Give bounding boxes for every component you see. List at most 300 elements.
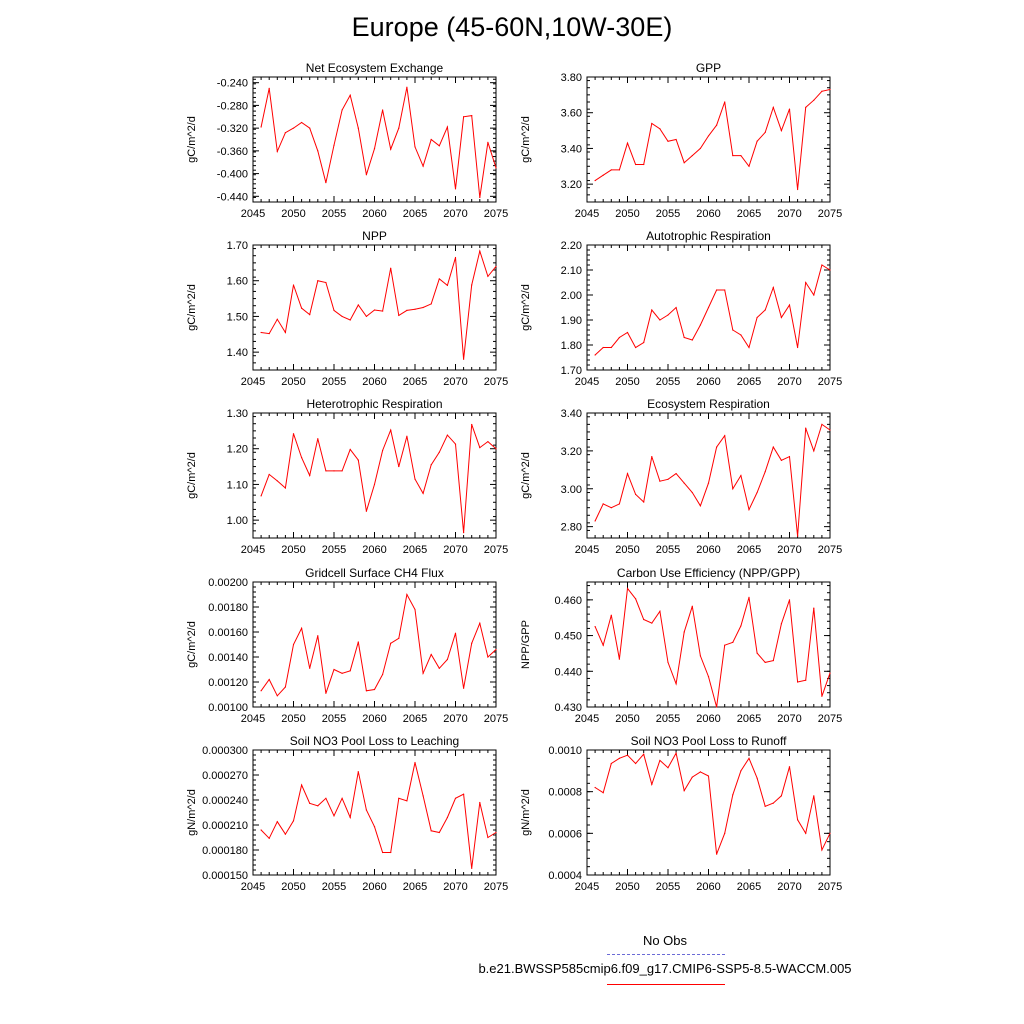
panel-title: Soil NO3 Pool Loss to Runoff [630,734,787,748]
x-tick-label: 2050 [281,544,306,556]
chart-panel [520,229,842,388]
data-point [423,795,424,796]
data-point [757,652,758,653]
data-point [765,132,766,133]
data-point [406,436,407,437]
data-point [269,838,270,839]
x-tick-label: 2075 [483,208,509,220]
data-point [619,659,620,660]
series-line [595,424,830,536]
y-tick-label: 0.00160 [208,627,248,639]
data-point [676,683,677,684]
data-point [692,606,693,607]
data-point [765,806,766,807]
y-tick-label: 3.80 [560,72,582,84]
y-tick-label: 1.20 [226,443,248,456]
data-point [495,167,496,168]
y-axis-label: gC/m^2/d [186,116,198,163]
y-tick-label: 2.10 [560,265,582,277]
plot-frame [253,77,496,202]
data-point [740,625,741,626]
data-point [479,447,480,448]
data-point [619,337,620,338]
data-point [358,128,359,129]
data-point [293,820,294,821]
chart-panel [186,229,508,388]
data-point [765,471,766,472]
data-point [667,141,668,142]
data-point [423,673,424,674]
data-point [463,532,464,533]
y-tick-label: 3.40 [560,143,582,156]
y-axis-label: gC/m^2/d [186,621,198,668]
data-point [603,503,604,504]
chart-panel [186,734,508,893]
data-point [350,95,351,96]
data-point [479,197,480,198]
series-line [261,251,496,359]
data-point [773,660,774,661]
data-point [643,164,644,165]
data-point [643,619,644,620]
y-tick-label: -0.440 [216,191,248,204]
data-point [333,145,334,146]
data-point [390,852,391,853]
data-point [773,287,774,288]
data-point [740,155,741,156]
data-point [627,142,628,143]
data-point [471,115,472,116]
legend-obs-label: No Obs [642,933,688,948]
data-point [700,505,701,506]
data-point [398,798,399,799]
data-point [595,626,596,627]
y-tick-label: 0.000240 [202,795,248,807]
data-point [821,696,822,697]
data-point [829,833,830,834]
data-point [684,631,685,632]
data-point [821,424,822,425]
x-tick-label: 2050 [615,208,640,220]
x-tick-label: 2065 [402,208,428,220]
data-point [813,795,814,796]
x-tick-label: 2070 [777,881,802,893]
series-line [261,595,496,696]
data-point [293,644,294,645]
data-point [366,174,367,175]
data-point [667,314,668,315]
y-tick-label: 3.20 [560,179,582,192]
data-point [325,470,326,471]
data-point [382,450,383,451]
data-point [797,536,798,537]
data-point [374,484,375,485]
data-point [700,771,701,772]
data-point [748,758,749,759]
data-point [301,457,302,458]
data-point [643,754,644,755]
data-point [479,250,480,251]
x-tick-label: 2060 [362,544,387,556]
data-point [651,123,652,124]
data-point [342,798,343,799]
data-point [821,849,822,850]
data-point [455,443,456,444]
data-point [692,339,693,340]
plot-frame [587,413,830,538]
data-point [333,470,334,471]
x-tick-label: 2060 [362,713,387,725]
data-point [595,787,596,788]
y-tick-label: -0.320 [216,123,248,136]
x-tick-label: 2060 [362,208,387,220]
data-point [487,837,488,838]
chart-panel [186,566,508,725]
data-point [603,792,604,793]
data-point [651,456,652,457]
x-tick-label: 2065 [736,713,762,725]
y-tick-label: 0.000150 [202,870,248,882]
data-point [317,150,318,151]
data-point [732,155,733,156]
x-tick-label: 2055 [655,208,681,220]
data-point [374,148,375,149]
data-point [805,833,806,834]
data-point [293,128,294,129]
data-point [813,450,814,451]
data-point [455,188,456,189]
data-point [495,448,496,449]
data-point [382,109,383,110]
data-point [627,473,628,474]
series-line [595,588,830,707]
data-point [757,141,758,142]
x-tick-label: 2065 [402,713,428,725]
data-point [285,686,286,687]
data-point [414,762,415,763]
data-point [643,342,644,343]
y-tick-label: 0.450 [554,630,582,643]
plot-frame [253,582,496,707]
data-point [342,673,343,674]
y-tick-label: 1.50 [226,311,248,324]
x-tick-label: 2055 [655,713,681,725]
x-tick-label: 2075 [483,881,509,893]
x-tick-label: 2045 [240,544,266,556]
data-point [325,182,326,183]
data-point [285,132,286,133]
x-tick-label: 2060 [696,376,721,388]
data-point [431,464,432,465]
x-tick-label: 2070 [443,376,468,388]
x-tick-label: 2070 [443,713,468,725]
data-point [350,817,351,818]
x-tick-label: 2055 [321,544,347,556]
x-tick-label: 2065 [402,881,428,893]
data-point [716,289,717,290]
data-point [447,435,448,436]
y-tick-label: 0.0004 [548,870,582,882]
data-point [495,832,496,833]
series-line [261,424,496,532]
data-point [692,492,693,493]
chart-panel [186,397,508,556]
data-point [487,441,488,442]
data-point [414,478,415,479]
data-point [635,164,636,165]
data-point [829,89,830,90]
data-point [611,615,612,616]
data-point [447,659,448,660]
page-title: Europe (45-60N,10W-30E) [351,12,673,42]
data-point [651,309,652,310]
data-point [285,834,286,835]
data-point [667,662,668,663]
data-point [700,324,701,325]
data-point [724,833,725,834]
x-tick-label: 2050 [281,376,306,388]
data-point [603,645,604,646]
data-point [732,642,733,643]
y-tick-label: 0.00180 [208,602,248,614]
y-tick-label: 0.00200 [208,577,248,589]
series-line [261,763,496,869]
data-point [471,868,472,869]
y-axis-label: gN/m^2/d [186,789,198,836]
data-point [805,428,806,429]
y-tick-label: 0.430 [554,702,582,714]
x-tick-label: 2075 [483,544,509,556]
y-tick-label: 2.80 [560,521,582,534]
data-point [277,480,278,481]
data-point [619,169,620,170]
legend-case-line [607,984,725,985]
data-point [366,316,367,317]
data-point [829,429,830,430]
x-tick-label: 2055 [321,376,347,388]
data-point [495,266,496,267]
x-tick-label: 2045 [240,713,266,725]
data-point [301,628,302,629]
data-point [366,511,367,512]
x-tick-label: 2065 [402,376,428,388]
y-tick-label: 1.40 [226,347,248,360]
data-point [333,669,334,670]
data-point [708,775,709,776]
data-point [390,149,391,150]
data-point [684,162,685,163]
data-point [740,475,741,476]
x-tick-label: 2065 [736,544,762,556]
chart-panel [520,566,842,725]
data-point [463,116,464,117]
panel-title: NPP [362,229,387,243]
plot-frame [587,77,830,202]
data-point [342,316,343,317]
data-point [781,317,782,318]
data-point [659,611,660,612]
data-point [821,264,822,265]
data-point [821,91,822,92]
x-tick-label: 2045 [574,881,600,893]
data-point [269,474,270,475]
data-point [773,107,774,108]
y-tick-label: 1.00 [226,515,248,528]
x-tick-label: 2075 [817,713,843,725]
data-point [431,139,432,140]
x-tick-label: 2060 [362,881,387,893]
data-point [414,609,415,610]
data-point [700,148,701,149]
data-point [627,332,628,333]
data-point [398,315,399,316]
y-tick-label: 0.0010 [548,745,582,757]
data-point [773,803,774,804]
y-tick-label: 0.00120 [208,677,248,689]
data-point [350,670,351,671]
data-point [261,690,262,691]
y-tick-label: 3.60 [560,107,582,120]
data-point [455,798,456,799]
data-point [301,308,302,309]
data-point [277,319,278,320]
data-point [781,795,782,796]
data-point [471,424,472,425]
data-point [374,309,375,310]
x-tick-label: 2050 [615,713,640,725]
y-tick-label: 0.00100 [208,702,248,714]
data-point [479,623,480,624]
data-point [676,139,677,140]
x-tick-label: 2065 [736,881,762,893]
data-point [676,473,677,474]
data-point [439,668,440,669]
data-point [692,155,693,156]
data-point [667,479,668,480]
data-point [309,314,310,315]
data-point [732,794,733,795]
series-line [595,90,830,190]
data-point [423,307,424,308]
data-point [398,466,399,467]
y-tick-label: 0.000210 [202,820,248,832]
data-point [431,830,432,831]
data-point [595,180,596,181]
data-point [366,809,367,810]
chart-panel [520,397,842,556]
y-axis-label: gC/m^2/d [520,452,532,499]
legend-case-label: b.e21.BWSSP585cmip6.f09_g17.CMIP6-SSP5-8.5-WACCM.005 [478,961,852,976]
x-tick-label: 2070 [777,208,802,220]
data-point [358,460,359,461]
data-point [471,643,472,644]
x-tick-label: 2045 [240,376,266,388]
data-point [455,633,456,634]
data-point [269,333,270,334]
data-point [398,638,399,639]
series-line [595,753,830,854]
data-point [635,494,636,495]
data-point [676,753,677,754]
x-tick-label: 2050 [615,376,640,388]
x-tick-label: 2060 [696,881,721,893]
y-axis-label: gN/m^2/d [520,789,532,836]
x-tick-label: 2075 [483,376,509,388]
data-point [659,481,660,482]
data-point [309,668,310,669]
x-tick-label: 2055 [321,881,347,893]
y-tick-label: 1.90 [560,315,582,327]
x-tick-label: 2075 [817,881,843,893]
x-tick-label: 2045 [240,208,266,220]
y-tick-label: -0.240 [216,77,248,90]
data-point [716,446,717,447]
data-point [708,676,709,677]
x-tick-label: 2060 [696,544,721,556]
data-point [439,832,440,833]
data-point [277,695,278,696]
data-point [277,821,278,822]
data-point [285,332,286,333]
chart-panel [520,61,842,220]
data-point [659,128,660,129]
data-point [309,803,310,804]
data-point [611,347,612,348]
data-point [748,166,749,167]
data-point [789,599,790,600]
data-point [627,588,628,589]
data-point [261,495,262,496]
data-point [797,819,798,820]
data-point [463,688,464,689]
y-tick-label: 1.80 [560,340,582,352]
y-tick-label: 0.000180 [202,845,248,857]
data-point [643,501,644,502]
data-point [829,269,830,270]
data-point [716,854,717,855]
data-point [813,607,814,608]
data-point [374,826,375,827]
data-point [595,354,596,355]
data-point [740,770,741,771]
data-point [651,622,652,623]
panel-title: GPP [695,61,722,75]
y-tick-label: 1.30 [226,408,248,420]
data-point [487,142,488,143]
data-point [611,763,612,764]
data-point [406,800,407,801]
data-point [789,456,790,457]
x-tick-label: 2070 [777,713,802,725]
y-tick-label: 2.00 [560,290,582,302]
data-point [390,643,391,644]
data-point [261,829,262,830]
x-tick-label: 2075 [817,376,843,388]
y-tick-label: -0.400 [216,168,248,181]
data-point [342,109,343,110]
panel-title: Gridcell Surface CH4 Flux [305,566,444,580]
x-tick-label: 2070 [443,208,468,220]
data-point [757,317,758,318]
y-tick-label: 0.000300 [202,745,248,757]
data-point [439,145,440,146]
y-tick-label: 1.70 [560,365,582,377]
data-point [789,304,790,305]
data-point [651,784,652,785]
y-tick-label: 1.60 [226,275,248,288]
data-point [724,101,725,102]
data-point [471,284,472,285]
